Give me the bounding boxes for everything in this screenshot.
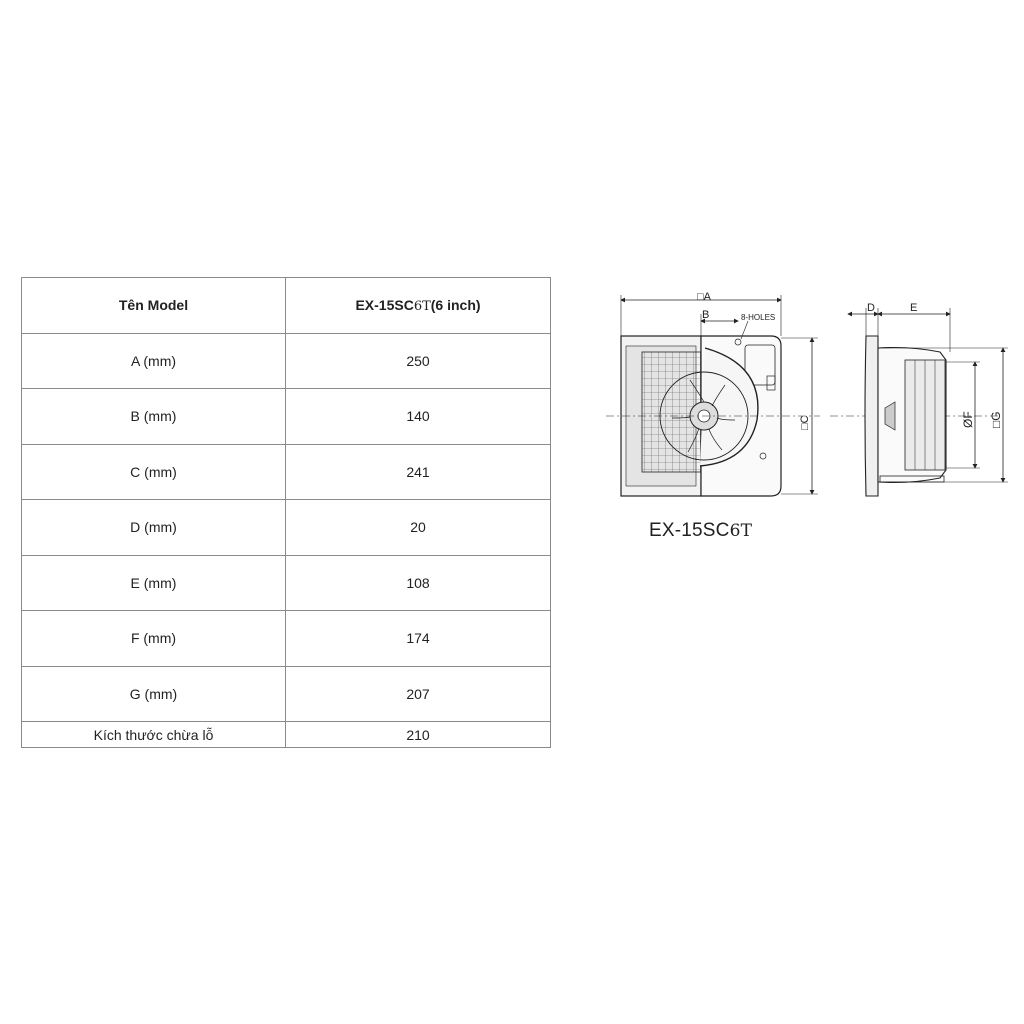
- row-label: F (mm): [22, 611, 286, 667]
- row-value: 210: [286, 722, 551, 748]
- header-model-name: [286, 278, 551, 334]
- row-value: 140: [286, 389, 551, 445]
- label-a: □A: [697, 291, 711, 303]
- label-holes: 8-HOLES: [741, 313, 776, 322]
- row-label: C (mm): [22, 444, 286, 500]
- row-value: 250: [286, 333, 551, 389]
- row-value: 174: [286, 611, 551, 667]
- row-value: 108: [286, 555, 551, 611]
- table-row: [22, 555, 551, 611]
- caption-main: EX-15SC: [649, 520, 730, 541]
- spec-table: [21, 277, 551, 748]
- label-b: B: [702, 309, 710, 321]
- row-label: B (mm): [22, 389, 286, 445]
- row-label: A (mm): [22, 333, 286, 389]
- table-row: [22, 333, 551, 389]
- label-c: □C: [799, 415, 811, 430]
- row-label: Kích thước chừa lỗ: [22, 722, 286, 748]
- label-g: □G: [989, 411, 1003, 428]
- model-alt: 6T: [413, 298, 431, 314]
- row-value: 20: [286, 500, 551, 556]
- side-view: [830, 308, 1008, 496]
- table-row: [22, 500, 551, 556]
- table-row: [22, 722, 551, 748]
- table-row: [22, 389, 551, 445]
- table-row: [22, 666, 551, 722]
- row-value: 207: [286, 666, 551, 722]
- row-label: E (mm): [22, 555, 286, 611]
- model-main: EX-15SC: [355, 296, 414, 313]
- fan-dimension-drawing: [600, 280, 1010, 550]
- front-view: [606, 295, 820, 496]
- label-f: ØF: [961, 411, 975, 428]
- row-value: 241: [286, 444, 551, 500]
- drawing-caption: [649, 520, 752, 542]
- table-header-row: [22, 278, 551, 334]
- row-label: D (mm): [22, 500, 286, 556]
- model-suffix: (6 inch): [430, 296, 481, 313]
- table-row: [22, 611, 551, 667]
- row-label: G (mm): [22, 666, 286, 722]
- caption-alt: 6T: [729, 521, 753, 541]
- label-e: E: [910, 302, 918, 314]
- table-row: [22, 444, 551, 500]
- header-model-label: Tên Model: [22, 278, 286, 334]
- label-d: D: [867, 302, 875, 314]
